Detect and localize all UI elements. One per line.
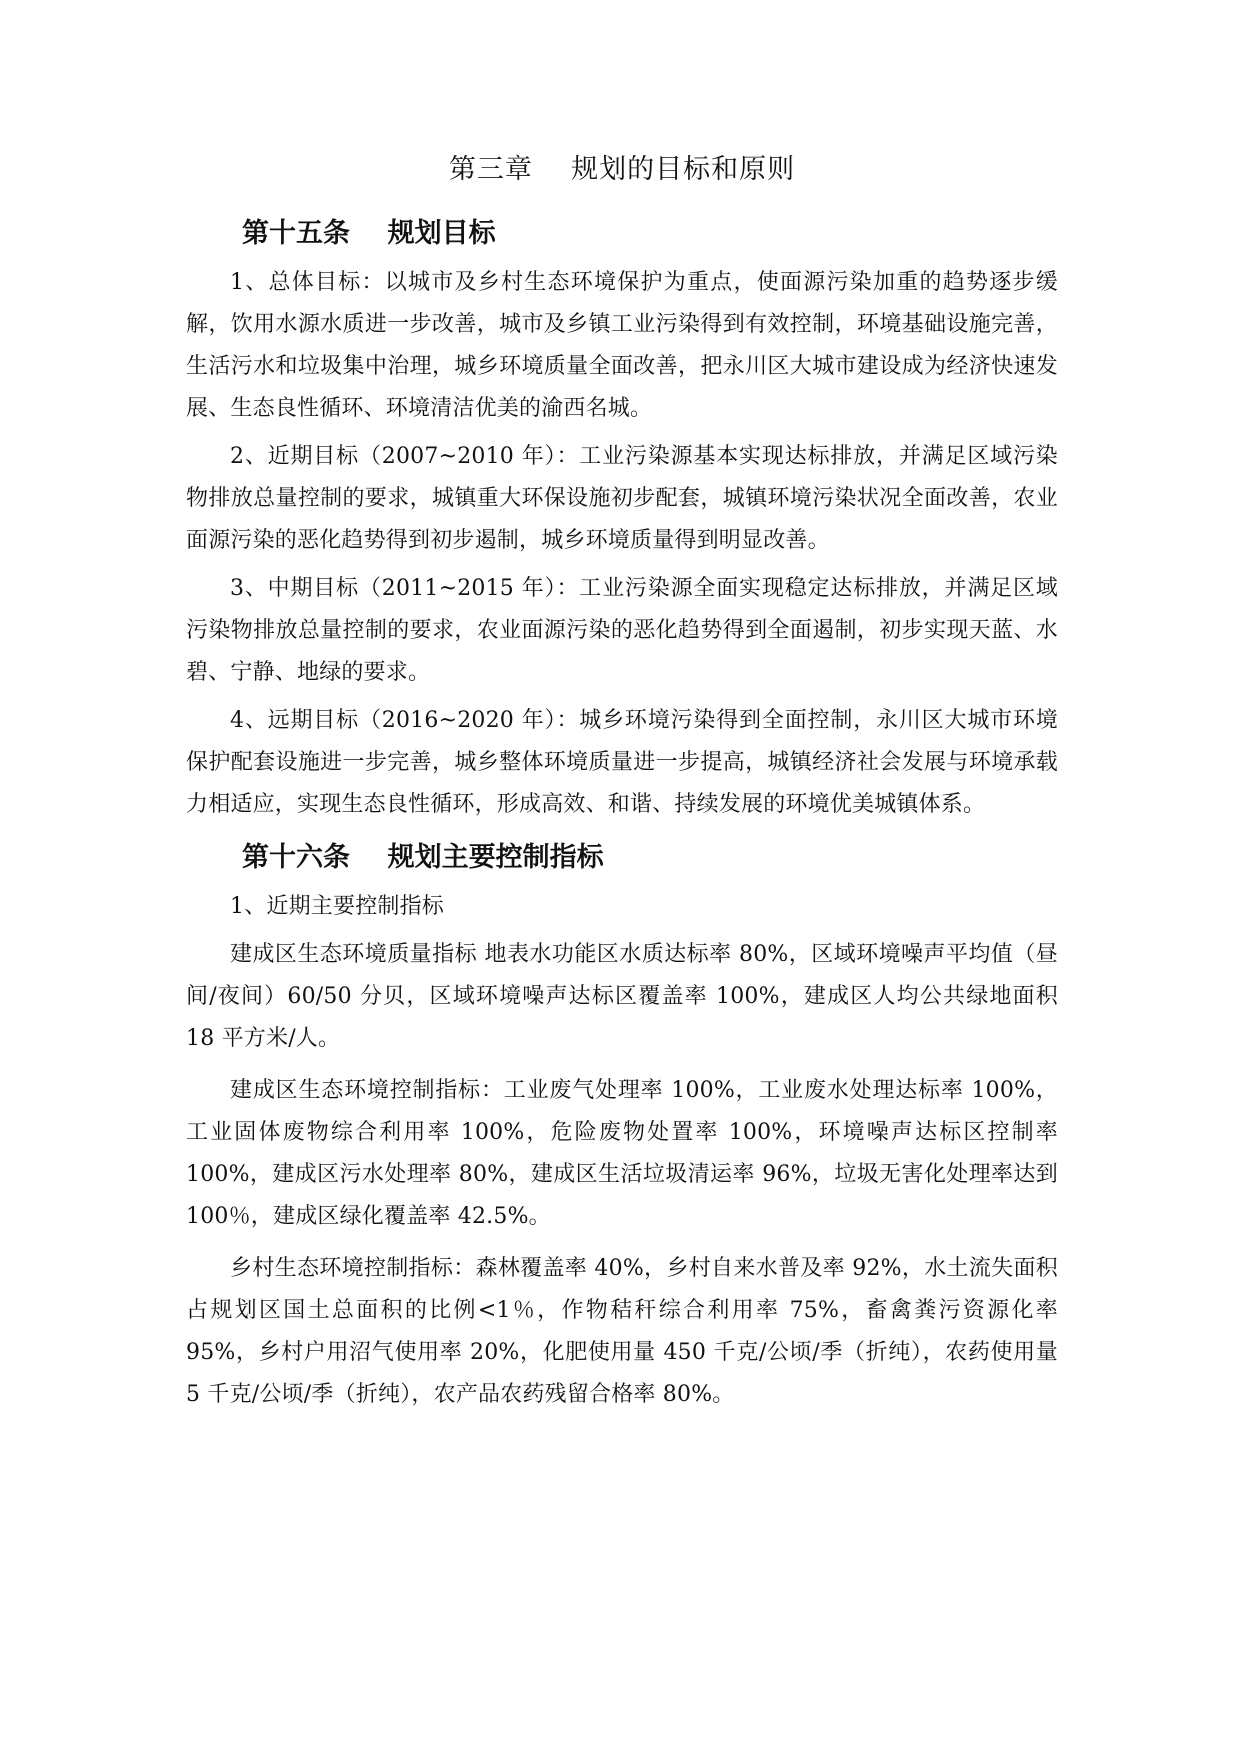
article-16-paragraph-2: 建成区生态环境质量指标 地表水功能区水质达标率 80%，区域环境噪声平均值（昼间/夜间）60/50 分贝，区域环境噪声达标区覆盖率 100%，建成区人均公共绿地面积 18 平方米/人。 <box>186 942 1058 1051</box>
article-15-paragraph-2: 2、近期目标（2007~2010 年）：工业污染源基本实现达标排放，并满足区域污染物排放总量控制的要求，城镇重大环保设施初步配套，城镇环境污染状况全面改善，农业面源污染的恶化趋势得到初步遏制，城乡环境质量得到明显改善。 <box>186 444 1058 553</box>
article-16-title: 规划主要控制指标 <box>387 842 604 873</box>
article-15-title: 规划目标 <box>387 218 496 249</box>
article-16-number: 第十六条 <box>242 842 350 873</box>
chapter-title: 第三章 规划的目标和原则 <box>448 154 796 185</box>
document-page <box>186 150 1058 1416</box>
article-16-heading <box>186 836 1058 880</box>
article-16-paragraph-4: 乡村生态环境控制指标：森林覆盖率 40%，乡村自来水普及率 92%，水土流失面积占规划区国土总面积的比例<1％，作物秸秆综合利用率 75%，畜禽粪污资源化率 95%，乡村户用沼气使用率 20%，化肥使用量 450 千克/公顷/季（折纯），农药使用量 5 千克/公顷/季（折纯），农产品农药残留合格率 80%。 <box>186 1256 1058 1407</box>
article-16-paragraph-3: 建成区生态环境控制指标：工业废气处理率 100%，工业废水处理达标率 100%，工业固体废物综合利用率 100%，危险废物处置率 100%，环境噪声达标区控制率 100%，建成区污水处理率 80%，建成区生活垃圾清运率 96%，垃圾无害化处理率达到 100％，建成区绿化覆盖率 42.5%。 <box>186 1078 1058 1229</box>
article-15-heading <box>186 212 1058 256</box>
article-15-paragraph-4: 4、远期目标（2016~2020 年）：城乡环境污染得到全面控制，永川区大城市环境保护配套设施进一步完善，城乡整体环境质量进一步提高，城镇经济社会发展与环境承载力相适应，实现生态良性循环，形成高效、和谐、持续发展的环境优美城镇体系。 <box>186 708 1058 817</box>
article-15-paragraph-3: 3、中期目标（2011~2015 年）：工业污染源全面实现稳定达标排放，并满足区域污染物排放总量控制的要求，农业面源污染的恶化趋势得到全面遏制，初步实现天蓝、水碧、宁静、地绿的要求。 <box>186 576 1058 685</box>
article-16-paragraph-1: 1、近期主要控制指标 <box>230 894 444 919</box>
article-15-paragraph-1: 1、总体目标：以城市及乡村生态环境保护为重点，使面源污染加重的趋势逐步缓解，饮用水源水质进一步改善，城市及乡镇工业污染得到有效控制，环境基础设施完善，生活污水和垃圾集中治理，城乡环境质量全面改善，把永川区大城市建设成为经济快速发展、生态良性循环、环境清洁优美的渝西名城。 <box>186 270 1058 421</box>
article-15-number: 第十五条 <box>242 218 350 249</box>
